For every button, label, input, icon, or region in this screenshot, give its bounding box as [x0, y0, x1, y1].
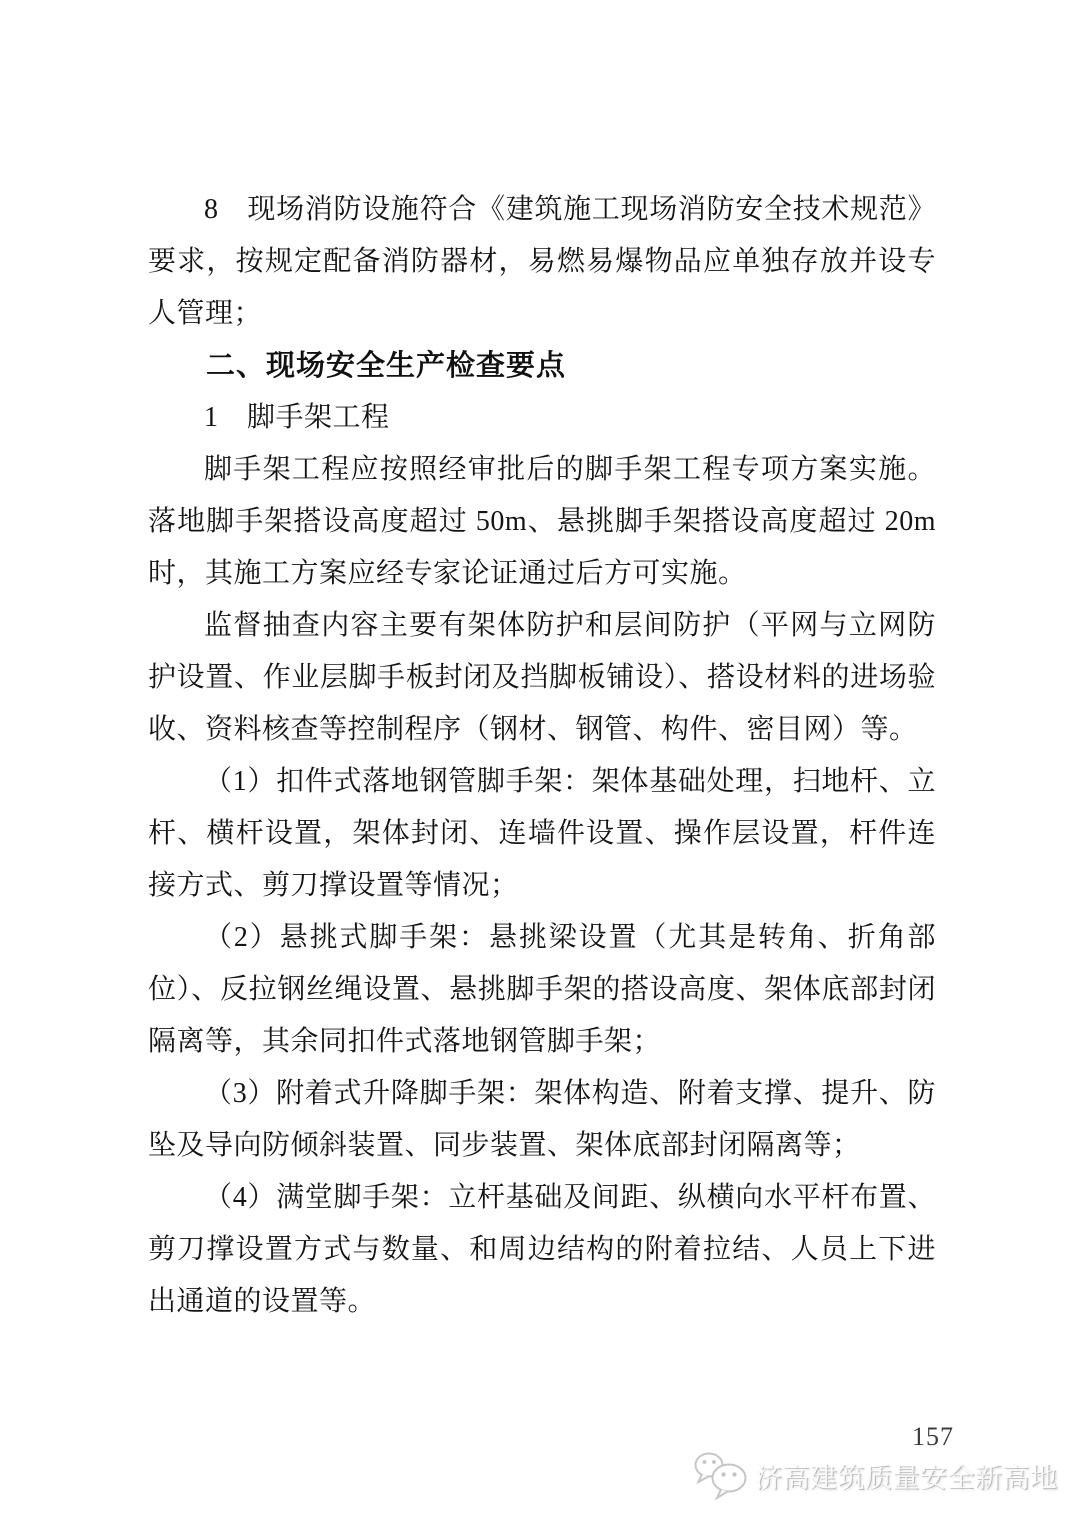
subsection-heading-scaffolding: 1 脚手架工程 — [204, 402, 390, 433]
watermark — [692, 1450, 1058, 1500]
body-paragraph-fire-safety: 8 现场消防设施符合《建筑施工现场消防安全技术规范》要求，按规定配备消防器材，易燃易爆物品应单独存放并设专人管理； — [148, 194, 936, 329]
section-heading: 二、现场安全生产检查要点 — [206, 350, 567, 382]
body-paragraph-supervision-scope: 监督抽查内容主要有架体防护和层间防护（平网与立网防护设置、作业层脚手板封闭及挡脚板铺设）、搭设材料的进场验收、资料核查等控制程序（钢材、钢管、构件、密目网）等。 — [148, 610, 936, 745]
body-paragraph-item-2: （2）悬挑式脚手架：悬挑梁设置（尤其是转角、折角部位）、反拉钢丝绳设置、悬挑脚手架的搭设高度、架体底部封闭隔离等，其余同扣件式落地钢管脚手架； — [148, 922, 936, 1057]
body-paragraph-item-4: （4）满堂脚手架：立杆基础及间距、纵横向水平杆布置、剪刀撑设置方式与数量、和周边结构的附着拉结、人员上下进出通道的设置等。 — [148, 1182, 936, 1317]
body-paragraph-scaffold-plan: 脚手架工程应按照经审批后的脚手架工程专项方案实施。落地脚手架搭设高度超过 50m、悬挑脚手架搭设高度超过 20m 时，其施工方案应经专家论证通过后方可实施。 — [148, 454, 936, 589]
body-paragraph-item-3: （3）附着式升降脚手架：架体构造、附着支撑、提升、防坠及导向防倾斜装置、同步装置、架体底部封闭隔离等； — [148, 1078, 936, 1161]
wechat-icon — [692, 1450, 750, 1500]
watermark-text: 济高建筑质量安全新高地 — [755, 1462, 1058, 1493]
body-paragraph-item-1: （1）扣件式落地钢管脚手架：架体基础处理，扫地杆、立杆、横杆设置，架体封闭、连墙件设置、操作层设置，杆件连接方式、剪刀撑设置等情况； — [148, 766, 936, 901]
page-number: 157 — [912, 1422, 954, 1451]
